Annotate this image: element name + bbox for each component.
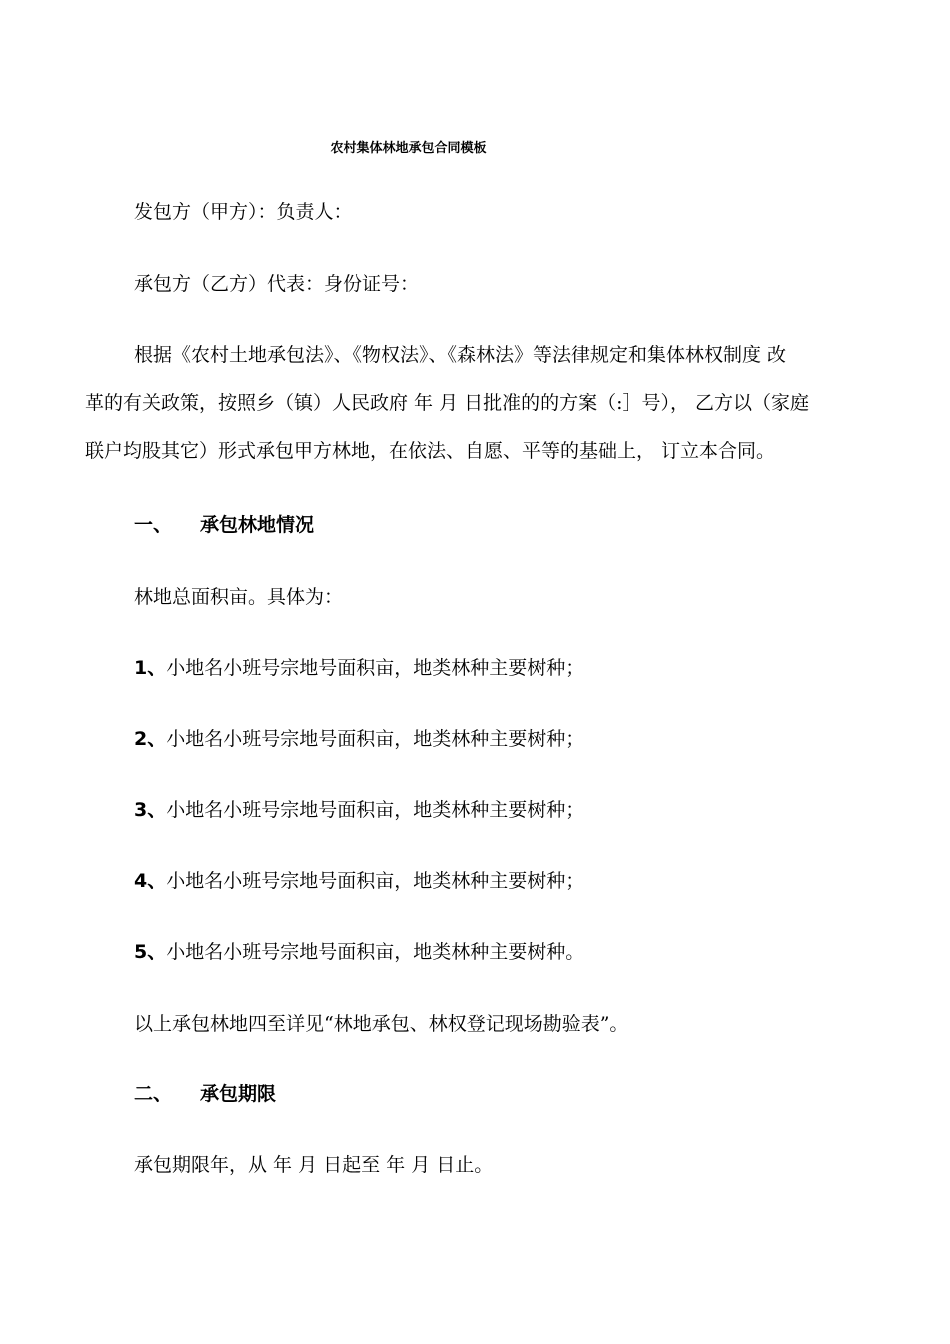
plot-text: 小地名小班号宗地号面积亩，地类林种主要树种；: [166, 799, 585, 821]
plot-item: [134, 656, 584, 680]
section-number: 一、: [134, 514, 173, 536]
section-title: 承包林地情况: [200, 514, 315, 536]
plot-text: 小地名小班号宗地号面积亩，地类林种主要树种；: [166, 870, 585, 892]
document-title: 农村集体林地承包合同模板: [330, 141, 487, 156]
plot-number: 4、: [134, 870, 167, 892]
term-line: 承包期限年，从 年 月 日起至 年 月 日止。: [134, 1154, 494, 1176]
total-area-line: 林地总面积亩。具体为：: [134, 586, 344, 608]
plot-number: 2、: [134, 728, 167, 750]
plot-number: 3、: [134, 799, 167, 821]
intro-paragraph: [85, 343, 878, 473]
plot-item: [134, 869, 584, 893]
intro-line: 根据《农村土地承包法》、《物权法》、《森林法》等法律规定和集体林权制度 改: [134, 344, 787, 366]
plot-item: [134, 727, 584, 751]
section-number: 二、: [134, 1083, 173, 1105]
party-b-line: 承包方（乙方）代表：身份证号：: [134, 273, 420, 295]
section-heading-1: [134, 513, 314, 537]
plot-text: 小地名小班号宗地号面积亩，地类林种主要树种；: [166, 657, 585, 679]
section-title: 承包期限: [200, 1083, 277, 1105]
plot-number: 5、: [134, 941, 167, 963]
party-a-line: 发包方（甲方）：负责人：: [134, 201, 353, 223]
boundary-note: 以上承包林地四至详见“林地承包、林权登记现场勘验表”。: [134, 1013, 629, 1035]
plot-item: [134, 798, 584, 822]
plot-number: 1、: [134, 657, 167, 679]
plot-text: 小地名小班号宗地号面积亩，地类林种主要树种；: [166, 728, 585, 750]
plot-item: [134, 940, 584, 964]
intro-line: 联户均股其它）形式承包甲方林地，在依法、自愿、平等的基础上， 订立本合同。: [85, 440, 776, 462]
section-heading-2: [134, 1082, 276, 1106]
plot-text: 小地名小班号宗地号面积亩，地类林种主要树种。: [166, 941, 585, 963]
intro-line: 革的有关政策，按照乡（镇）人民政府 年 月 日批准的的方案（:］号）， 乙方以（家庭: [85, 392, 810, 414]
